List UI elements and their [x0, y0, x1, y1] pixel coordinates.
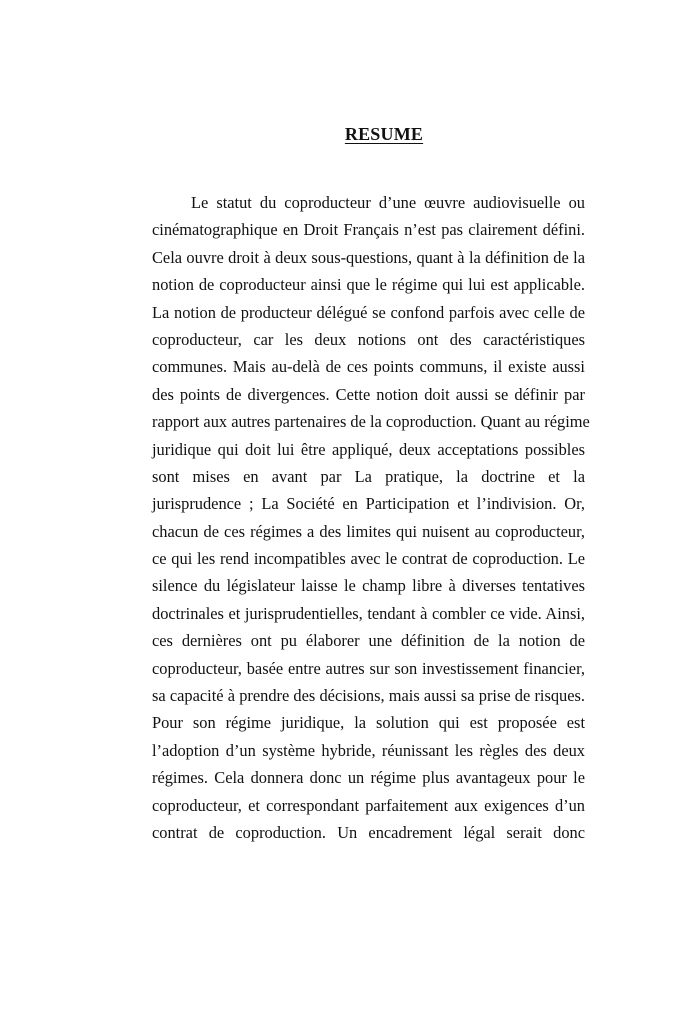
paragraph-line: doctrinales et jurisprudentielles, tendant à combler ce vide. Ainsi,	[152, 603, 585, 623]
paragraph-line: Pour son régime juridique, la solution qui est proposée est	[152, 713, 585, 733]
paragraph-line: communes. Mais au-delà de ces points communs, il existe aussi	[152, 357, 585, 377]
paragraph-line: cinématographique en Droit Français n’est pas clairement défini.	[152, 220, 585, 240]
paragraph-line: Cela ouvre droit à deux sous-questions, quant à la définition de la	[152, 247, 585, 267]
paragraph-line: Le statut du coproducteur d’une œuvre audiovisuelle ou	[191, 193, 585, 212]
paragraph-line: régimes. Cela donnera donc un régime plus avantageux pour le	[152, 768, 585, 788]
paragraph-line: sont mises en avant par La pratique, la doctrine et la	[152, 466, 585, 486]
paragraph-line: notion de coproducteur ainsi que le régime qui lui est applicable.	[152, 275, 585, 295]
paragraph-line: coproducteur, car les deux notions ont des caractéristiques	[152, 329, 585, 349]
paragraph-line: contrat de coproduction. Un encadrement légal serait donc	[152, 822, 585, 842]
paragraph-line: ces dernières ont pu élaborer une définition de la notion de	[152, 631, 585, 651]
page-title: RESUME	[344, 124, 424, 144]
paragraph-line: juridique qui doit lui être appliqué, deux acceptations possibles	[152, 439, 585, 459]
paragraph-line: jurisprudence ; La Société en Participation et l’indivision. Or,	[152, 494, 585, 514]
paragraph-line: des points de divergences. Cette notion doit aussi se définir par	[152, 384, 585, 404]
paragraph-line: silence du législateur laisse le champ libre à diverses tentatives	[152, 576, 585, 596]
paragraph-line: chacun de ces régimes a des limites qui nuisent au coproducteur,	[152, 521, 585, 541]
paragraph-line: sa capacité à prendre des décisions, mais aussi sa prise de risques.	[152, 686, 585, 706]
paragraph-line: rapport aux autres partenaires de la coproduction. Quant au régime	[152, 412, 590, 432]
summary-paragraph	[152, 189, 590, 846]
paragraph-line: l’adoption d’un système hybride, réunissant les règles des deux	[152, 740, 585, 760]
paragraph-line: coproducteur, basée entre autres sur son investissement financier,	[152, 658, 585, 678]
paragraph-line: ce qui les rend incompatibles avec le contrat de coproduction. Le	[152, 549, 585, 569]
paragraph-line: La notion de producteur délégué se confond parfois avec celle de	[152, 302, 585, 322]
paragraph-line: coproducteur, et correspondant parfaitement aux exigences d’un	[152, 795, 585, 815]
